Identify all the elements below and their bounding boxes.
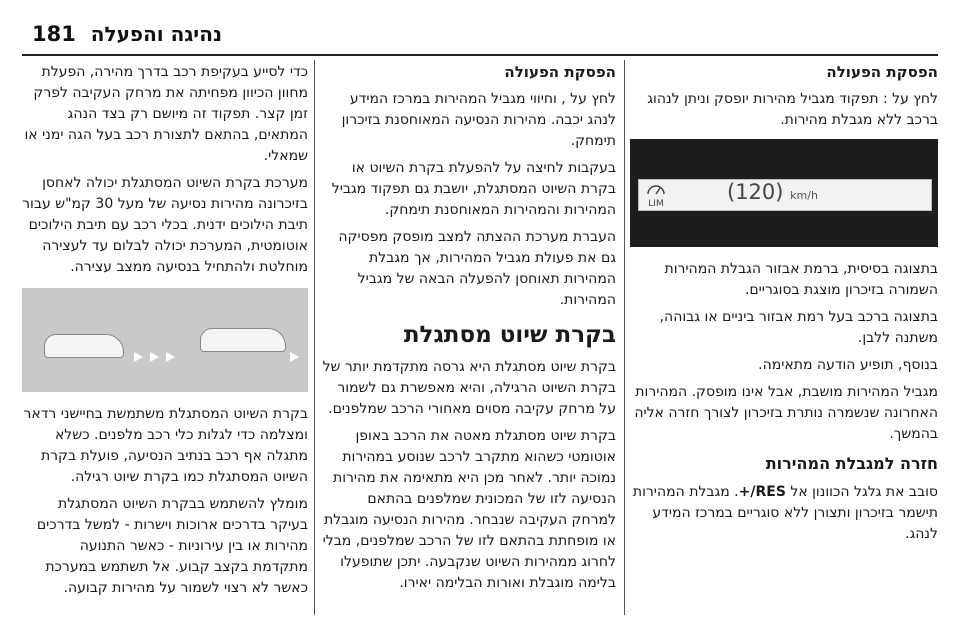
column-divider <box>314 60 315 615</box>
section-heading: הפסקת הפעולה <box>826 63 938 81</box>
paragraph: לחץ על : תפקוד מגביל מהירות יופסק וניתן לנהוג ברכב ללא מגבלת מהירות. <box>647 91 938 128</box>
paragraph: מערכת בקרת השיוט המסתגלת יכולה לאחסן בזיכרונה מהירות נסיעה של מעל 30 קמ"ש עבור תיבת הילוכים ידנית. בכלי רכב עם תיבת הילוכים אוטומטית, המערכת יכולה לבלום עד לעצירה מוחלטת ולהתחיל בנסיעה ממצב עצירה. <box>22 175 308 275</box>
paragraph: בתצוגה ברכב בעל רמת אבזור ביניים או גבוהה, משתנה ללבן. <box>659 309 938 346</box>
paragraph: בקרת שיוט מסתגלת היא גרסה מתקדמת יותר של בקרת השיוט הרגילה, והיא מאפשרת גם לשמור על מרחק עקיבה מסוים מאחורי הרכב שמלפנים. <box>322 359 616 417</box>
rear-car <box>44 334 124 358</box>
gauge-icon <box>645 182 667 196</box>
speed-value: (120) <box>727 180 784 204</box>
direction-arrow-icon <box>290 352 299 362</box>
text-span: סובב את גלגל הכוונון אל <box>785 484 938 500</box>
speed-display-figure <box>630 139 938 247</box>
column-middle <box>322 62 616 600</box>
acc-following-illustration <box>22 288 308 392</box>
column-divider <box>624 60 625 615</box>
limiter-indicator-icon <box>645 182 667 209</box>
paragraph: בקרת השיוט המסתגלת משתמשת בחיישני רדאר ומצלמה כדי לגלות כלי רכב מלפנים. כשלא מתגלה אף רכב בנתיב הנסיעה, פועלת בקרת השיוט המסתגלת כמו בקרת שיוט רגילה. <box>23 406 308 485</box>
front-car <box>200 328 286 352</box>
stored-speed <box>727 182 818 206</box>
paragraph <box>632 482 938 545</box>
speed-limit-panel <box>638 179 932 211</box>
lim-label: LIM <box>648 199 664 209</box>
paragraph: כדי לסייע בעקיפת רכב בדרך מהירה, הפעלת מחוון הכיוון מפחיתה את מרחק העקיבה לפרק זמן קצר. תפקוד זה מיושם רק בצד הנהג המתאים, בהתאם לתצורת רכב בעל הגה ימני או שמאלי. <box>24 64 308 164</box>
distance-arrow-icon <box>150 352 159 362</box>
res-label: RES/+ <box>738 484 786 500</box>
paragraph: מגביל המהירות מושבת, אבל אינו מופסק. המהירות האחרונה שנשמרה נותרת בזיכרון לצורך חזרה אליה בהמשך. <box>634 384 938 442</box>
distance-arrow-icon <box>166 352 175 362</box>
section-title: בקרת שיוט מסתגלת <box>403 322 616 348</box>
column-left <box>22 62 308 605</box>
paragraph: בעקבות לחיצה על להפעלת בקרת השיוט או בקרת השיוט המסתגלת, יושבת גם תפקוד מגביל המהירות והמהירות המאוחסנת תימחק. <box>331 160 616 218</box>
paragraph: בקרת שיוט מסתגלת מאטה את הרכב באופן אוטומטי כשהוא מתקרב לרכב שנוסע במהירות נמוכה יותר. לאחר מכן היא מתאימה את מהירות הנסיעה לזו של המכונית שמלפנים בהתאם למרחק העקיבה שנבחר. מהירות הנסיעה מוגבלת או מופחתת בהתאם לזו של הרכב שמלפנים, מבלי לחרוג ממהירות השיוט שנקבעה. יתכן שתופעלו בלימה מוגבלת ואורות הבלימה יאירו. <box>322 428 616 591</box>
column-right <box>632 62 938 551</box>
speed-unit: km/h <box>790 189 818 202</box>
paragraph: בתצוגה בסיסית, ברמת אבזור הגבלת המהירות השמורה בזיכרון מוצגת בסוגריים. <box>664 261 938 298</box>
section-heading: הפסקת הפעולה <box>504 63 616 81</box>
page-header <box>0 0 960 48</box>
distance-arrow-icon <box>134 352 143 362</box>
page-number: 181 <box>32 22 76 46</box>
paragraph: העברת מערכת ההצתה למצב מופסק מפסיקה גם את פעולת מגביל המהירות, אך מגבלת המהירות תאוחסן להפעלה הבאה של מגביל המהירות. <box>338 229 616 308</box>
paragraph: לחץ על , וחיווי מגביל המהירות במרכז המידע לנהג יכבה. מהירות הנסיעה המאוחסנת בזיכרון תימחק. <box>341 91 616 149</box>
running-title: נהיגה והפעלה <box>90 22 222 46</box>
text-span: . מגבלת המהירות תישמר בזיכרון ותצורן ללא סוגריים במרכז המידע לנהג. <box>632 484 938 542</box>
paragraph: מומלץ להשתמש בבקרת השיוט המסתגלת בעיקר בדרכים ארוכות וישרות - למשל בדרכים מהירות או בין עירוניות - כאשר התנועה מתקדמת בקצב קבוע. אל תשתמש במערכת כאשר לא רצוי לשמור על מהירות קבועה. <box>36 496 308 596</box>
subsection-heading: חזרה למגבלת המהירות <box>765 454 938 473</box>
paragraph: בנוסף, תופיע הודעה מתאימה. <box>758 357 938 373</box>
header-rule <box>22 54 938 56</box>
